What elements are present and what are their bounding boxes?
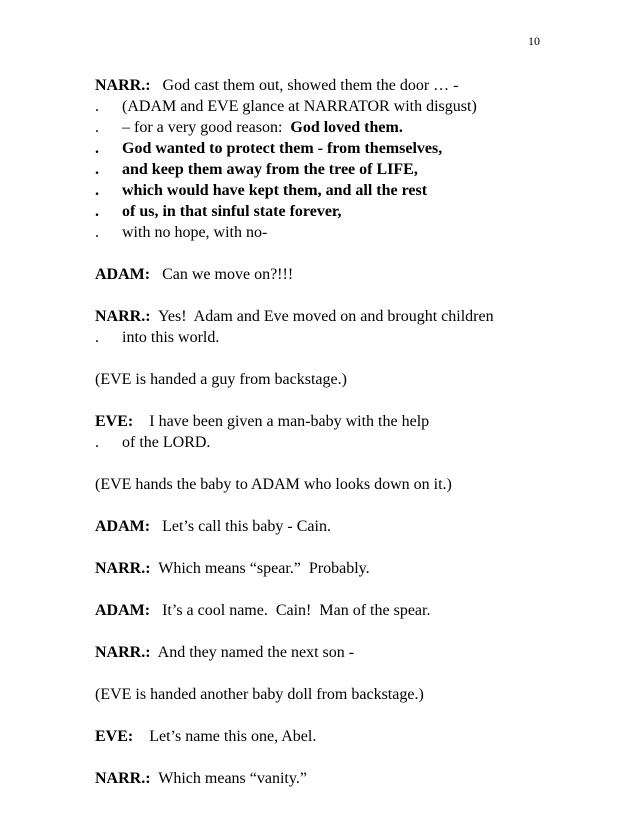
- dialogue-line: [95, 306, 565, 327]
- script-body: [95, 75, 565, 810]
- dialogue-text: Let’s name this one, Abel.: [133, 728, 317, 745]
- speaker-name: NARR.:: [95, 560, 151, 577]
- speaker-name: NARR.:: [95, 770, 151, 787]
- dialogue-text-bold: of us, in that sinful state forever,: [122, 203, 342, 220]
- dialogue-block: [95, 768, 565, 789]
- dialogue-block: [95, 306, 565, 348]
- dialogue-block: [95, 411, 565, 453]
- line-marker: .: [95, 98, 99, 115]
- dialogue-block: [95, 642, 565, 663]
- dialogue-text: Which means “vanity.”: [150, 770, 307, 787]
- speaker-name: ADAM:: [95, 602, 151, 619]
- dialogue-text: of the LORD.: [122, 434, 211, 451]
- continuation-line: [95, 327, 565, 348]
- continuation-line: [95, 432, 565, 453]
- dialogue-block: [95, 558, 565, 579]
- dialogue-block: [95, 264, 565, 285]
- dialogue-text: God cast them out, showed them the door … -: [150, 77, 459, 94]
- dialogue-line: [95, 558, 565, 579]
- dialogue-block: [95, 600, 565, 621]
- dialogue-line: [95, 642, 565, 663]
- stage-direction: [95, 474, 565, 495]
- speaker-name: NARR.:: [95, 77, 151, 94]
- dialogue-block: [95, 75, 565, 243]
- stage-direction-text: (EVE hands the baby to ADAM who looks down on it.): [95, 476, 452, 493]
- dialogue-text: Yes! Adam and Eve moved on and brought children: [150, 308, 494, 325]
- dialogue-line: [95, 768, 565, 789]
- speaker-name: NARR.:: [95, 308, 151, 325]
- dialogue-line: [95, 726, 565, 747]
- continuation-line: [95, 159, 565, 180]
- speaker-name: NARR.:: [95, 644, 151, 661]
- dialogue-text-bold: which would have kept them, and all the rest: [122, 182, 428, 199]
- dialogue-text-bold: and keep them away from the tree of LIFE,: [122, 161, 418, 178]
- speaker-name: ADAM:: [95, 518, 151, 535]
- line-marker: .: [95, 329, 99, 346]
- speaker-name: ADAM:: [95, 266, 151, 283]
- dialogue-text: And they named the next son -: [150, 644, 355, 661]
- speaker-name: EVE:: [95, 728, 134, 745]
- dialogue-text-bold: God wanted to protect them - from themselves,: [122, 140, 443, 157]
- dialogue-text: Which means “spear.” Probably.: [150, 560, 370, 577]
- dialogue-text-bold: God loved them.: [290, 119, 403, 136]
- dialogue-line: [95, 75, 565, 96]
- dialogue-text: Can we move on?!!!: [150, 266, 294, 283]
- dialogue-text: Let’s call this baby - Cain.: [150, 518, 331, 535]
- stage-direction-text: (EVE is handed another baby doll from backstage.): [95, 686, 424, 703]
- line-marker: .: [95, 434, 99, 451]
- line-marker: .: [95, 224, 99, 241]
- continuation-line: [95, 222, 565, 243]
- dialogue-text: – for a very good reason:: [122, 119, 291, 136]
- stage-direction: [95, 684, 565, 705]
- stage-direction-text: (EVE is handed a guy from backstage.): [95, 371, 347, 388]
- dialogue-line: [95, 264, 565, 285]
- continuation-line: [95, 201, 565, 222]
- continuation-line: [95, 117, 565, 138]
- dialogue-text: (ADAM and EVE glance at NARRATOR with disgust): [122, 98, 477, 115]
- continuation-line: [95, 180, 565, 201]
- dialogue-block: [95, 516, 565, 537]
- dialogue-block: [95, 726, 565, 747]
- dialogue-line: [95, 411, 565, 432]
- dialogue-text: It’s a cool name. Cain! Man of the spear.: [150, 602, 431, 619]
- dialogue-text: I have been given a man-baby with the help: [133, 413, 430, 430]
- stage-direction: [95, 369, 565, 390]
- continuation-line: [95, 138, 565, 159]
- line-marker: .: [95, 161, 99, 178]
- dialogue-line: [95, 516, 565, 537]
- dialogue-line: [95, 600, 565, 621]
- speaker-name: EVE:: [95, 413, 134, 430]
- line-marker: .: [95, 119, 99, 136]
- dialogue-text: with no hope, with no-: [122, 224, 268, 241]
- line-marker: .: [95, 203, 99, 220]
- line-marker: .: [95, 140, 99, 157]
- line-marker: .: [95, 182, 99, 199]
- continuation-line: [95, 96, 565, 117]
- dialogue-text: into this world.: [122, 329, 220, 346]
- page-number: 10: [528, 34, 540, 48]
